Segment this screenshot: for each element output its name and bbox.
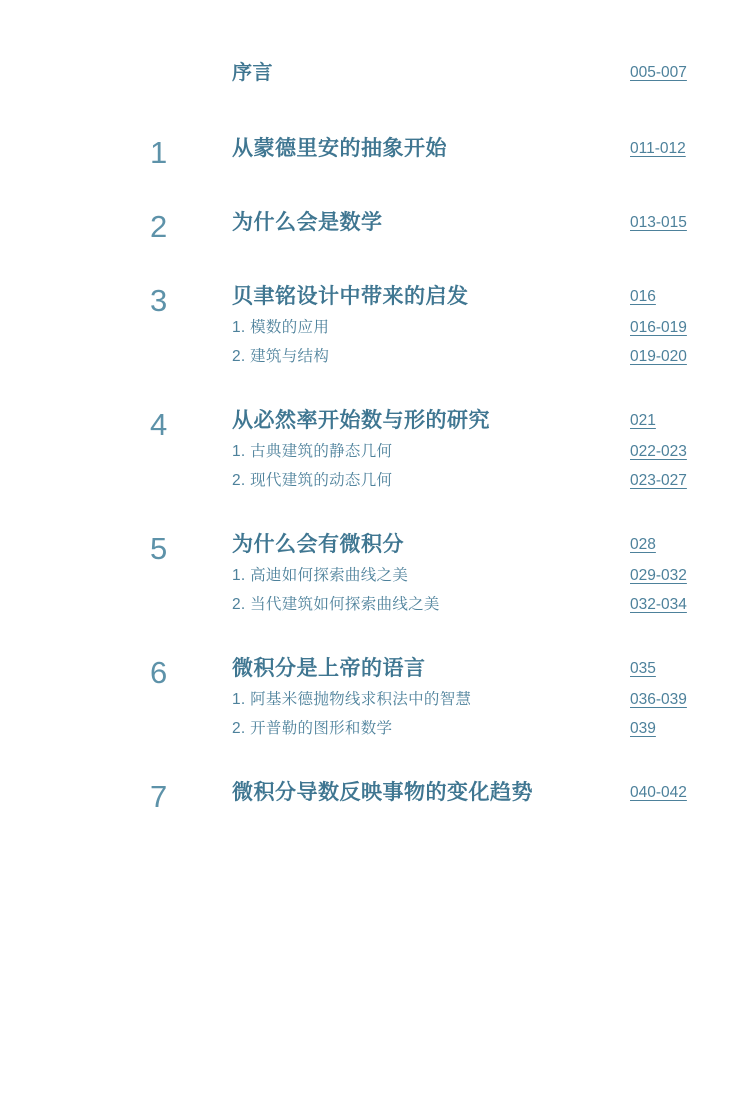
toc-entry-6[interactable] xyxy=(0,654,750,742)
toc-entry-pages-col xyxy=(630,58,750,88)
toc-entry-page-range[interactable]: 013-015 xyxy=(630,214,687,231)
toc-subitem[interactable]: 1. 古典建筑的静态几何 xyxy=(232,443,393,460)
toc-entry-pages-col xyxy=(630,530,750,618)
toc-subitem-page-range[interactable]: 022-023 xyxy=(630,443,687,460)
toc-entry-title-col xyxy=(232,208,630,238)
toc-subitem-pages-group xyxy=(630,562,750,618)
toc-subitem-page-range[interactable]: 019-020 xyxy=(630,348,687,365)
toc-entry-page-range[interactable]: 035 xyxy=(630,660,656,677)
toc-entry-pages-col xyxy=(630,208,750,238)
toc-subitem[interactable]: 1. 高迪如何探索曲线之美 xyxy=(232,567,409,584)
toc-entry-title[interactable]: 序言 xyxy=(232,62,273,84)
toc-entry-pages-col xyxy=(630,654,750,742)
toc-entry-7[interactable] xyxy=(0,778,750,816)
toc-subitem[interactable]: 2. 当代建筑如何探索曲线之美 xyxy=(232,596,440,613)
toc-subitem[interactable]: 2. 开普勒的图形和数学 xyxy=(232,720,393,737)
toc-entry-preface[interactable] xyxy=(0,58,750,88)
toc-subitem[interactable]: 2. 现代建筑的动态几何 xyxy=(232,472,393,489)
toc-entry-3[interactable] xyxy=(0,282,750,370)
toc-subitem-page-range[interactable]: 023-027 xyxy=(630,472,687,489)
toc-subitem-pages-group xyxy=(630,686,750,742)
toc-entry-title-col xyxy=(232,406,630,494)
toc-subitem-page-range[interactable]: 032-034 xyxy=(630,596,687,613)
toc-entry-title[interactable]: 为什么会有微积分 xyxy=(232,533,404,556)
toc-entry-title[interactable]: 贝聿铭设计中带来的启发 xyxy=(232,285,469,308)
toc-subitem[interactable]: 1. 模数的应用 xyxy=(232,319,330,336)
toc-entry-page-range[interactable]: 040-042 xyxy=(630,784,687,801)
toc-subitem[interactable]: 1. 阿基米德抛物线求积法中的智慧 xyxy=(232,691,472,708)
toc-subitem-pages-group xyxy=(630,438,750,494)
toc-entry-page-range[interactable]: 016 xyxy=(630,288,656,305)
toc-entry-title-col xyxy=(232,134,630,164)
toc-entry-pages-col xyxy=(630,134,750,164)
toc-entry-page-range[interactable]: 021 xyxy=(630,412,656,429)
toc-entry-title[interactable]: 微积分是上帝的语言 xyxy=(232,657,426,680)
toc-subitem-page-range[interactable]: 016-019 xyxy=(630,319,687,336)
toc-entry-number: 1 xyxy=(150,135,168,170)
toc-subitem-page-range[interactable]: 039 xyxy=(630,720,656,737)
toc-subitem-pages-group xyxy=(630,314,750,370)
toc-entry-2[interactable] xyxy=(0,208,750,246)
toc-entry-title-col xyxy=(232,282,630,370)
toc-entry-title[interactable]: 为什么会是数学 xyxy=(232,211,383,234)
toc-entry-title[interactable]: 从蒙德里安的抽象开始 xyxy=(232,137,447,160)
toc-entry-number: 4 xyxy=(150,407,168,442)
toc-entry-number: 7 xyxy=(150,779,168,814)
toc-entry-number: 3 xyxy=(150,283,168,318)
toc-entry-title-col xyxy=(232,654,630,742)
toc-entry-page-range[interactable]: 028 xyxy=(630,536,656,553)
toc-entry-number: 5 xyxy=(150,531,168,566)
toc-subitem-page-range[interactable]: 036-039 xyxy=(630,691,687,708)
toc-entry-pages-col xyxy=(630,282,750,370)
toc-entry-pages-col xyxy=(630,406,750,494)
toc-entry-1[interactable] xyxy=(0,134,750,172)
toc-entry-5[interactable] xyxy=(0,530,750,618)
toc-subitem-page-range[interactable]: 029-032 xyxy=(630,567,687,584)
toc-entry-title[interactable]: 微积分导数反映事物的变化趋势 xyxy=(232,781,533,804)
toc-entry-4[interactable] xyxy=(0,406,750,494)
toc-entry-number: 6 xyxy=(150,655,168,690)
toc-entry-page-range[interactable]: 005-007 xyxy=(630,64,687,81)
toc-subitem[interactable]: 2. 建筑与结构 xyxy=(232,348,330,365)
toc-entry-page-range[interactable]: 011-012 xyxy=(630,140,686,157)
toc-entry-title-col xyxy=(232,778,630,808)
toc-entry-title[interactable]: 从必然率开始数与形的研究 xyxy=(232,409,490,432)
toc-entry-pages-col xyxy=(630,778,750,808)
toc-entry-number: 2 xyxy=(150,209,168,244)
toc-entry-title-col xyxy=(232,530,630,618)
toc-entry-title-col xyxy=(232,58,630,88)
